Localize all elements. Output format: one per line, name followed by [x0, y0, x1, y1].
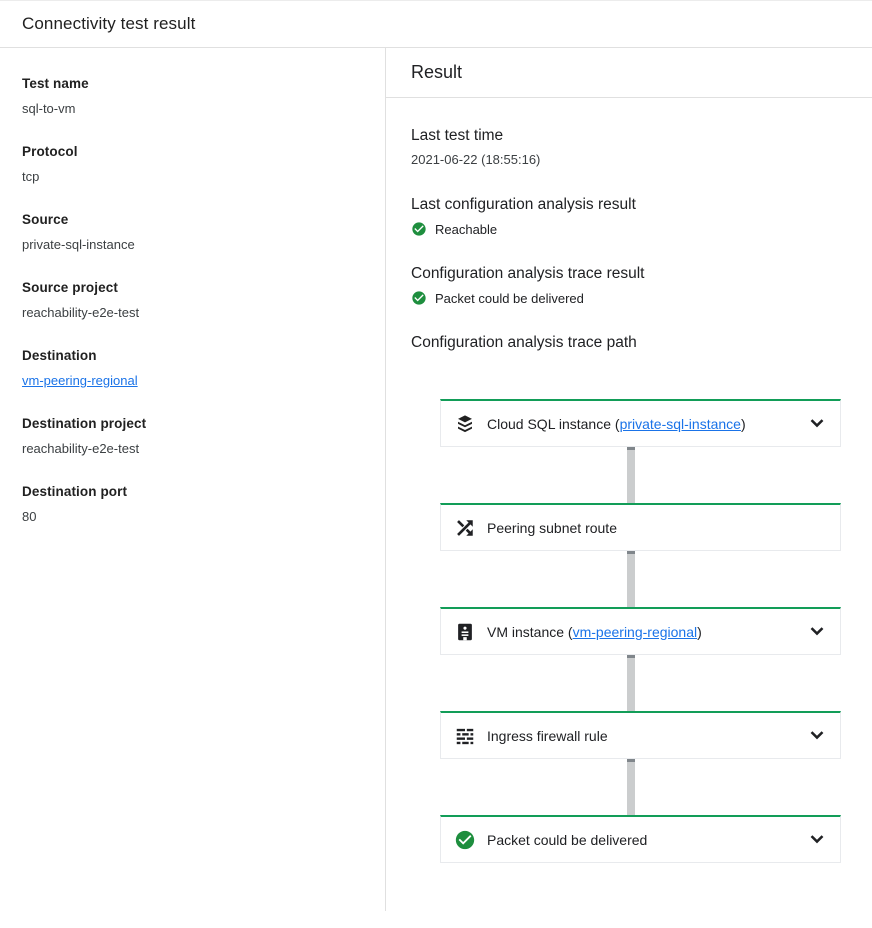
field-value: reachability-e2e-test: [22, 441, 140, 456]
field-value: 80: [22, 509, 37, 524]
field-label: Source project: [22, 280, 118, 295]
trace-step-label: VM instance (vm-peering-regional): [487, 623, 702, 640]
field-value: sql-to-vm: [22, 101, 76, 116]
detail-field: [22, 280, 365, 320]
status-text: Reachable: [435, 221, 498, 237]
last-config-analysis-section: [411, 194, 842, 238]
field-value: tcp: [22, 169, 40, 184]
result-title: Result: [411, 62, 463, 82]
trace-step[interactable]: [440, 399, 841, 447]
last-test-time-section: [411, 125, 842, 169]
chevron-down-icon[interactable]: [805, 724, 829, 748]
trace-step-label: Cloud SQL instance (private-sql-instance): [487, 415, 746, 432]
detail-field: [22, 416, 365, 456]
trace-step[interactable]: [440, 503, 841, 551]
vm-instance-icon: [453, 620, 477, 644]
chevron-down-icon[interactable]: [805, 828, 829, 852]
field-value: [22, 373, 365, 388]
trace-step[interactable]: [440, 607, 841, 655]
status-text: Packet could be delivered: [435, 290, 584, 306]
content-area: [0, 48, 872, 911]
trace-step[interactable]: [440, 815, 841, 863]
field-value-link[interactable]: vm-peering-regional: [22, 373, 138, 388]
check-circle-icon: [411, 290, 427, 306]
last-config-analysis-status: [411, 220, 842, 238]
result-panel: [386, 48, 872, 911]
result-body: [386, 98, 872, 928]
trace-step[interactable]: [440, 711, 841, 759]
detail-field: [22, 76, 365, 116]
check-circle-icon: [411, 221, 427, 237]
trace-path-diagram: [440, 399, 841, 863]
last-config-analysis-label: Last configuration analysis result: [411, 196, 636, 213]
field-value: private-sql-instance: [22, 237, 135, 252]
page-title: Connectivity test result: [22, 14, 196, 33]
trace-result-status: [411, 289, 842, 307]
detail-field: [22, 212, 365, 252]
result-header: [386, 48, 872, 98]
chevron-down-icon[interactable]: [805, 620, 829, 644]
trace-step-link[interactable]: private-sql-instance: [619, 415, 741, 432]
peering-subnet-route-icon: [453, 516, 477, 540]
detail-field: [22, 484, 365, 524]
trace-connector: [627, 759, 635, 815]
firewall-rule-icon: [453, 724, 477, 748]
field-label: Destination project: [22, 416, 147, 431]
field-label: Protocol: [22, 144, 78, 159]
trace-result-section: [411, 263, 842, 307]
trace-step-label: Packet could be delivered: [487, 831, 648, 848]
test-details-panel: [0, 48, 386, 911]
field-label: Test name: [22, 76, 89, 91]
trace-path-section: [411, 332, 842, 863]
trace-connector: [627, 447, 635, 503]
field-value: reachability-e2e-test: [22, 305, 140, 320]
cloud-sql-icon: [453, 412, 477, 436]
trace-connector: [627, 655, 635, 711]
detail-field: [22, 144, 365, 184]
page-header: [0, 1, 872, 48]
detail-field: [22, 348, 365, 388]
trace-step-link[interactable]: vm-peering-regional: [572, 623, 698, 640]
trace-step-label: Ingress firewall rule: [487, 727, 608, 744]
last-test-time-value: 2021-06-22 (18:55:16): [411, 152, 541, 167]
field-label: Destination: [22, 348, 97, 363]
chevron-down-icon[interactable]: [805, 412, 829, 436]
last-test-time-label: Last test time: [411, 127, 504, 144]
field-label: Source: [22, 212, 69, 227]
check-circle-icon: [453, 828, 477, 852]
trace-result-label: Configuration analysis trace result: [411, 265, 645, 282]
trace-path-label: Configuration analysis trace path: [411, 334, 637, 351]
details-field-list: [22, 76, 365, 524]
trace-step-label: Peering subnet route: [487, 519, 617, 536]
field-label: Destination port: [22, 484, 128, 499]
trace-connector: [627, 551, 635, 607]
